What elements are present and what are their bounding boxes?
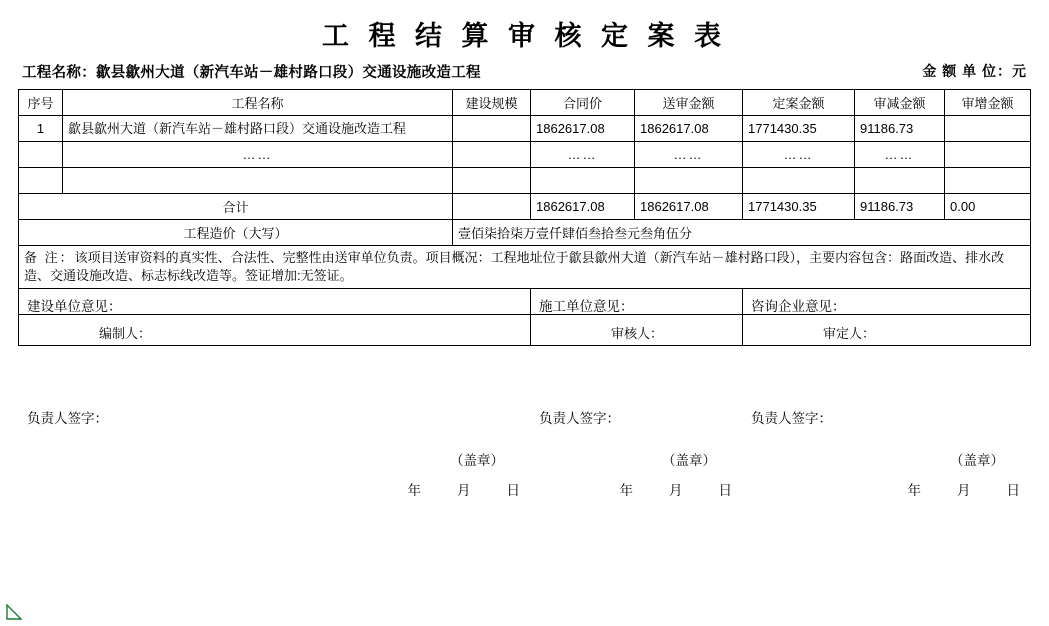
cell-scale xyxy=(453,116,531,142)
cell-added xyxy=(945,116,1031,142)
total-submitted: 1862617.08 xyxy=(635,194,743,220)
footer-row xyxy=(19,315,1031,346)
cell-added xyxy=(945,168,1031,194)
total-label: 合计 xyxy=(19,194,453,220)
total-final: 1771430.35 xyxy=(743,194,855,220)
cell-added xyxy=(945,142,1031,168)
col-reduced: 审减金额 xyxy=(855,90,945,116)
project-name: 歙县歙州大道（新汽车站－雄村路口段）交通设施改造工程 xyxy=(96,65,481,81)
opinion-responsible-contractor: 负责人签字： xyxy=(539,411,620,426)
total-added: 0.00 xyxy=(945,194,1031,220)
subheader xyxy=(22,61,1033,83)
note-text: 该项目送审资料的真实性、合法性、完整性由送审单位负责。项目概况：工程地址位于歙县歙州大道（新汽车站－雄村路口段），主要内容包含：路面改造、排水改造、交通设施改造、标志标线改造等。签证增加:无签证。 xyxy=(24,250,1005,283)
date-day-consultant: 日 xyxy=(1006,483,1020,498)
table-total-row xyxy=(19,194,1031,220)
date-month-owner: 月 xyxy=(457,483,471,498)
date-year-owner: 年 xyxy=(407,483,421,498)
col-scale: 建设规模 xyxy=(453,90,531,116)
table-row xyxy=(19,168,1031,194)
opinions-row xyxy=(19,289,1031,315)
date-day-contractor: 日 xyxy=(718,483,732,498)
capital-value: 壹佰柒拾柒万壹仟肆佰叁拾叁元叁角伍分 xyxy=(453,220,1031,246)
col-added: 审增金额 xyxy=(945,90,1031,116)
opinion-date-consultant xyxy=(908,479,1021,499)
cell-name: …… xyxy=(63,142,453,168)
date-year-contractor: 年 xyxy=(619,483,633,498)
col-final: 定案金额 xyxy=(743,90,855,116)
col-no: 序号 xyxy=(19,90,63,116)
capital-amount-row xyxy=(19,220,1031,246)
capital-label: 工程造价（大写） xyxy=(19,220,453,246)
note-row xyxy=(19,246,1031,289)
total-scale xyxy=(453,194,531,220)
opinion-date-contractor xyxy=(620,479,733,499)
cell-no: 1 xyxy=(19,116,63,142)
date-month-contractor: 月 xyxy=(669,483,683,498)
note-label: 备 注： xyxy=(24,250,75,265)
table-row xyxy=(19,116,1031,142)
date-year-consultant: 年 xyxy=(907,483,921,498)
cell-reduced xyxy=(855,168,945,194)
settlement-table xyxy=(18,89,1031,498)
project-label: 工程名称： xyxy=(22,65,96,81)
opinion-seal-consultant: （盖章） xyxy=(950,453,1004,468)
cell-scale xyxy=(453,168,531,194)
cell-contract xyxy=(531,168,635,194)
total-contract: 1862617.08 xyxy=(531,194,635,220)
cell-reduced: …… xyxy=(855,142,945,168)
opinion-date-owner xyxy=(408,479,521,499)
date-day-owner: 日 xyxy=(506,483,520,498)
cell-submitted: …… xyxy=(635,142,743,168)
opinion-title-consultant: 咨询企业意见： xyxy=(751,299,846,314)
footer-reviewer: 审核人： xyxy=(531,315,743,346)
cell-reduced: 91186.73 xyxy=(855,116,945,142)
table-row xyxy=(19,142,1031,168)
opinion-title-contractor: 施工单位意见： xyxy=(539,299,634,314)
opinion-responsible-consultant: 负责人签字： xyxy=(751,411,832,426)
col-name: 工程名称 xyxy=(63,90,453,116)
amount-unit-label: 金 额 单 位：元 xyxy=(922,63,1027,79)
cell-final xyxy=(743,168,855,194)
total-reduced: 91186.73 xyxy=(855,194,945,220)
col-submitted: 送审金额 xyxy=(635,90,743,116)
col-contract: 合同价 xyxy=(531,90,635,116)
opinion-seal-contractor: （盖章） xyxy=(662,453,716,468)
cell-submitted xyxy=(635,168,743,194)
cell-no xyxy=(19,142,63,168)
footer-approver: 审定人： xyxy=(743,315,1031,346)
cell-final: …… xyxy=(743,142,855,168)
opinion-seal-owner: （盖章） xyxy=(450,453,504,468)
cell-name xyxy=(63,168,453,194)
cell-scale xyxy=(453,142,531,168)
footer-preparer: 编制人： xyxy=(19,315,531,346)
cell-contract: 1862617.08 xyxy=(531,116,635,142)
cell-no xyxy=(19,168,63,194)
cell-final: 1771430.35 xyxy=(743,116,855,142)
opinion-title-owner: 建设单位意见： xyxy=(27,299,122,314)
cell-contract: …… xyxy=(531,142,635,168)
corner-mark-icon xyxy=(6,604,22,620)
opinion-responsible-owner: 负责人签字： xyxy=(27,411,108,426)
date-month-consultant: 月 xyxy=(957,483,971,498)
cell-submitted: 1862617.08 xyxy=(635,116,743,142)
note-cell xyxy=(19,246,1031,289)
cell-name: 歙县歙州大道（新汽车站－雄村路口段）交通设施改造工程 xyxy=(63,116,453,142)
page-title: 工 程 结 算 审 核 定 案 表 xyxy=(321,21,727,51)
table-header-row xyxy=(19,90,1031,116)
